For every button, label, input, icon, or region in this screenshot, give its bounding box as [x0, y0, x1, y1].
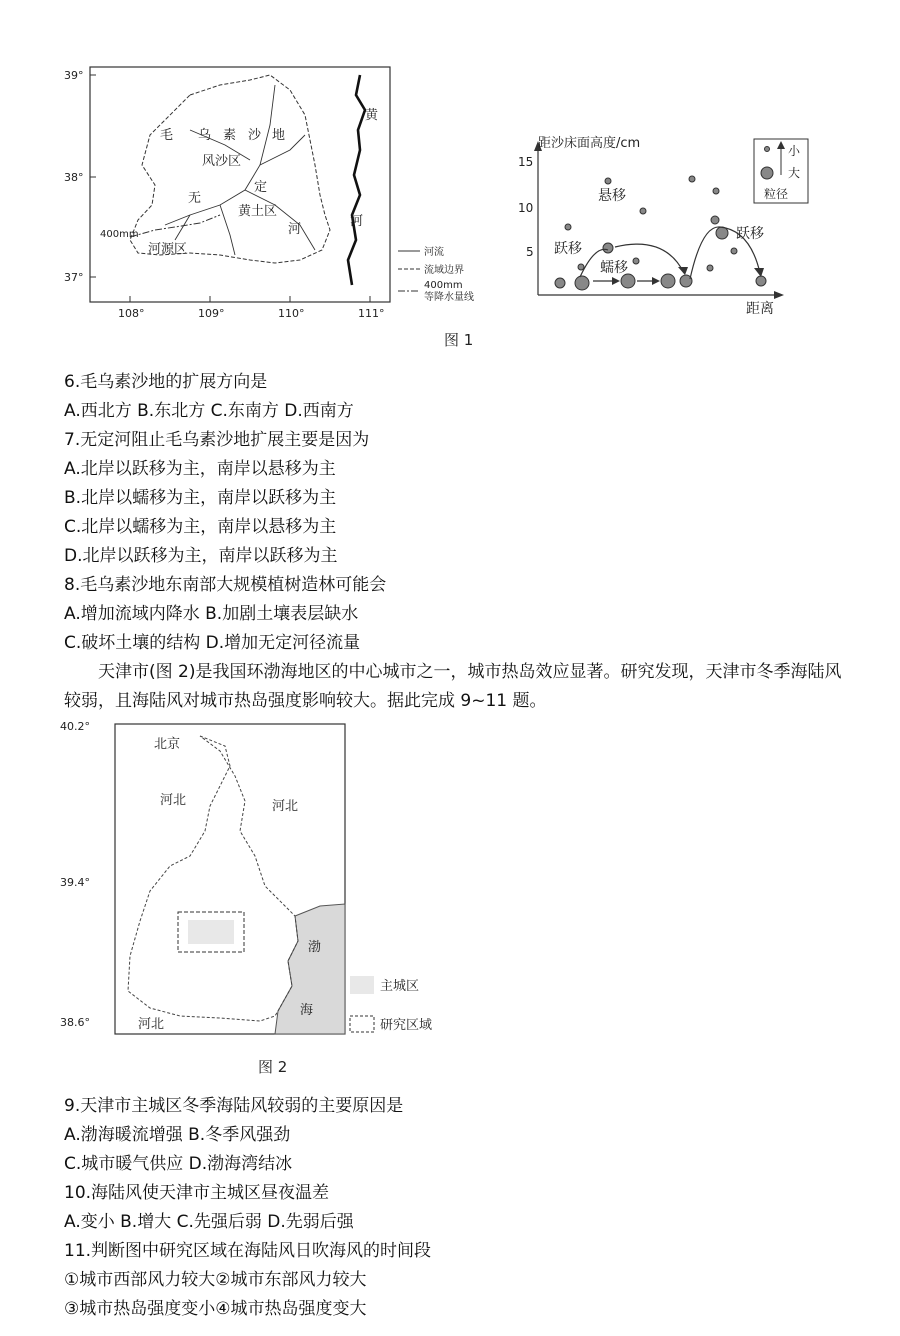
main-city-area	[188, 920, 234, 944]
particle	[565, 224, 571, 230]
particle	[689, 176, 695, 182]
legend-study-area: 研究区域	[380, 1018, 433, 1033]
particle	[707, 265, 713, 271]
legend-river: 河流	[424, 247, 444, 258]
ytick-5: 5	[526, 245, 534, 259]
lbl-loess: 黄土区	[238, 204, 278, 219]
map-frame	[90, 67, 390, 302]
particle	[711, 216, 719, 224]
question-10-options: A.变小 B.增大 C.先强后弱 D.先弱后强	[64, 1212, 354, 1232]
particle	[713, 188, 719, 194]
question-11-statements-12: ①城市西部风力较大②城市东部风力较大	[64, 1270, 367, 1290]
lat-39: 39°	[64, 69, 84, 82]
question-11-statements-34: ③城市热岛强度变小④城市热岛强度变大	[64, 1299, 367, 1319]
particle	[578, 264, 584, 270]
lbl-di: 地	[272, 128, 286, 143]
question-9-options-cd: C.城市暖气供应 D.渤海湾结冰	[64, 1154, 293, 1174]
legend-isohyet-2: 等降水量线	[424, 292, 474, 303]
question-7-option-a: A.北岸以跃移为主，南岸以悬移为主	[64, 459, 336, 479]
figure-1-caption: 图 1	[444, 331, 474, 349]
lat-40-2: 40.2°	[60, 720, 90, 733]
particle	[633, 258, 639, 264]
particle	[603, 243, 613, 253]
question-8-options-cd: C.破坏土壤的结构 D.增加无定河径流量	[64, 633, 361, 653]
lbl-he: 河	[288, 222, 302, 237]
legend-isohyet-1: 400mm	[424, 280, 463, 291]
particle	[640, 208, 646, 214]
particle	[621, 274, 635, 288]
question-10: 10.海陆风使天津市主城区昼夜温差	[64, 1183, 330, 1203]
lat-38-6: 38.6°	[60, 1016, 90, 1029]
legend-study-swatch	[350, 1016, 374, 1032]
lbl-sha: 沙	[248, 128, 262, 143]
lbl-hebei-1: 河北	[160, 793, 187, 808]
legend-small: 小	[788, 144, 801, 158]
lbl-beijing: 北京	[154, 737, 181, 752]
lbl-ding: 定	[254, 180, 268, 195]
lbl-hebei-3: 河北	[138, 1017, 165, 1032]
lbl-creep: 蠕移	[600, 260, 628, 276]
legend-main-city: 主城区	[380, 979, 420, 994]
ytick-15: 15	[518, 155, 534, 169]
lon-110: 110°	[278, 307, 305, 320]
question-9-options-ab: A.渤海暖流增强 B.冬季风强劲	[64, 1125, 291, 1145]
lbl-source: 河源区	[148, 242, 188, 257]
particle	[661, 274, 675, 288]
question-7-option-c: C.北岸以蠕移为主，南岸以悬移为主	[64, 517, 337, 537]
legend-grain: 粒径	[764, 187, 789, 201]
lbl-saltation-left: 跃移	[554, 241, 582, 257]
question-11: 11.判断图中研究区域在海陆风日吹海风的时间段	[64, 1241, 432, 1261]
lbl-mu: 毛	[160, 128, 174, 143]
particle	[575, 276, 589, 290]
lbl-hebei-2: 河北	[272, 799, 299, 814]
lbl-hai: 海	[300, 1003, 314, 1018]
lbl-wu2: 无	[188, 191, 202, 206]
chart-xlabel: 距离	[746, 301, 774, 317]
particle	[555, 278, 565, 288]
lbl-bo: 渤	[308, 940, 322, 955]
lbl-he2: 河	[350, 214, 364, 229]
figure-1	[60, 55, 840, 355]
lbl-saltation-right: 跃移	[736, 226, 764, 242]
lat-37: 37°	[64, 271, 84, 284]
particle	[605, 178, 611, 184]
lat-38: 38°	[64, 171, 84, 184]
lbl-isohyet: 400mm	[100, 229, 139, 240]
particle	[756, 276, 766, 286]
question-8: 8.毛乌素沙地东南部大规模植树造林可能会	[64, 575, 387, 595]
question-7-option-b: B.北岸以蠕移为主，南岸以跃移为主	[64, 488, 337, 508]
intro-paragraph: 天津市(图 2)是我国环渤海地区的中心城市之一，城市热岛效应显著。研究发现，天津市冬季海陆风较弱，且海陆风对城市热岛强度影响较大。据此完成 9~11 题。	[64, 662, 842, 711]
legend-boundary: 流域边界	[424, 265, 464, 276]
question-8-options-ab: A.增加流域内降水 B.加剧土壤表层缺水	[64, 604, 359, 624]
ytick-10: 10	[518, 201, 534, 215]
chart-ylabel: 距沙床面高度/cm	[538, 136, 641, 151]
question-7-option-d: D.北岸以跃移为主，南岸以跃移为主	[64, 546, 338, 566]
lbl-suspension: 悬移	[598, 188, 626, 204]
lon-111: 111°	[358, 307, 385, 320]
question-6: 6.毛乌素沙地的扩展方向是	[64, 372, 268, 392]
figure-2-caption: 图 2	[258, 1058, 288, 1076]
question-9: 9.天津市主城区冬季海陆风较弱的主要原因是	[64, 1096, 404, 1116]
lbl-wu: 乌	[198, 128, 212, 143]
particle	[716, 227, 728, 239]
lbl-su: 素	[223, 128, 237, 143]
lat-39-4: 39.4°	[60, 876, 90, 889]
question-6-options: A.西北方 B.东北方 C.东南方 D.西南方	[64, 401, 354, 421]
lon-108: 108°	[118, 307, 145, 320]
lbl-wind-area: 风沙区	[202, 154, 242, 169]
legend-main-city-swatch	[350, 976, 374, 994]
lbl-huang: 黄	[365, 108, 379, 123]
figure-2	[60, 716, 460, 1086]
question-7: 7.无定河阻止毛乌素沙地扩展主要是因为	[64, 430, 370, 450]
lon-109: 109°	[198, 307, 225, 320]
figure-2-svg	[60, 716, 460, 1086]
legend-big: 大	[788, 166, 801, 180]
particle	[731, 248, 737, 254]
figure-1-svg	[60, 55, 840, 355]
